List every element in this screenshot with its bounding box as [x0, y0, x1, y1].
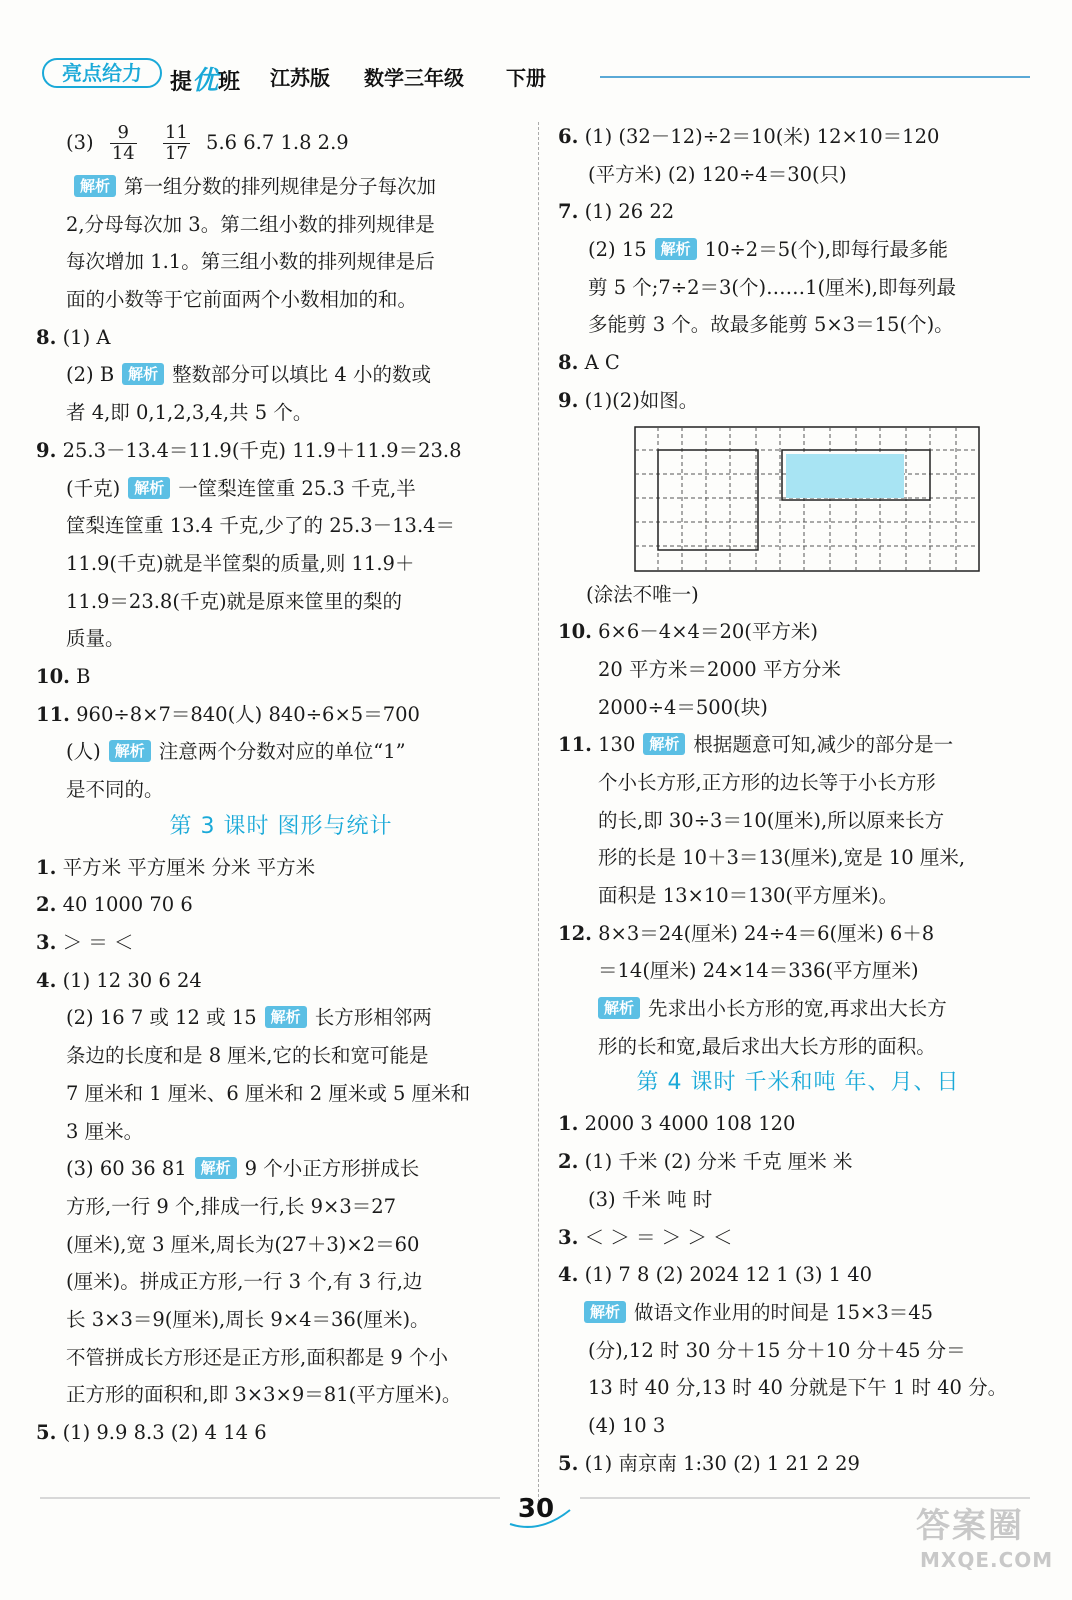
answer-t2: [558, 1143, 1038, 1181]
answer-line: 11.9(千克)就是半筐梨的质量,则 11.9＋: [66, 551, 415, 575]
question-number: 11.: [36, 702, 70, 726]
section-title-lesson3: 第 3 课时 图形与统计: [169, 813, 393, 839]
answer-line: 面积是 13×10＝130(平方厘米)。: [598, 884, 899, 907]
text: 6×6－4×4＝20(平方米): [598, 620, 818, 644]
answer-line: ＝14(厘米) 24×14＝336(平方厘米): [598, 959, 919, 983]
q3-decimals: 5.6 6.7 1.8 2.9: [206, 131, 349, 154]
analysis-tag: 解析: [643, 733, 685, 755]
answer-line: 者 4,即 0,1,2,3,4,共 5 个。: [66, 401, 313, 425]
question-number: 10.: [36, 664, 70, 688]
text: (1) 7 8 (2) 2024 12 1 (3) 1 40: [584, 1263, 873, 1287]
analysis-tag: 解析: [195, 1157, 237, 1179]
text: (1) 9.9 8.3 (2) 4 14 6: [62, 1421, 267, 1444]
text: 先求出小长方形的宽,再求出大长方: [648, 997, 947, 1021]
answer-line: (厘米)。拼成正方形,一行 3 个,有 3 行,边: [66, 1270, 423, 1294]
square-outline: [658, 450, 758, 550]
question-number: 8.: [558, 351, 579, 375]
text: 长方形相邻两: [314, 1006, 432, 1030]
answer-line: 20 平方米＝2000 平方分米: [598, 657, 841, 681]
explanation-line: 2,分母每次加 3。第二组小数的排列规律是: [66, 212, 435, 236]
text: (千克): [66, 476, 121, 500]
question-number: 3.: [36, 931, 57, 955]
volume-label: 下册: [506, 66, 546, 90]
text: (1) 千米 (2) 分米 千克 厘米 米: [584, 1150, 853, 1174]
answer-line: (3) 千米 吨 时: [588, 1187, 713, 1211]
answer-line: 正方形的面积和,即 3×3×9＝81(平方厘米)。: [66, 1383, 462, 1407]
fraction-11-17: [163, 123, 190, 164]
answer-s4: [36, 962, 526, 1000]
text: (1) A: [62, 325, 111, 349]
watermark-url: MXQE.COM: [920, 1548, 1054, 1572]
shaded-region: [786, 454, 904, 498]
answer-8: [558, 344, 1038, 382]
answer-line: 7 厘米和 1 厘米、6 厘米和 2 厘米或 5 厘米和: [66, 1081, 471, 1105]
answer-line: [558, 990, 1038, 1028]
answer-11: [558, 726, 1038, 764]
answer-11: [36, 696, 526, 734]
text: 注意两个分数对应的单位“1”: [158, 740, 406, 764]
answer-line: 剪 5 个;7÷2＝3(个)……1(厘米),即每列最: [588, 275, 956, 299]
answer-line: 11.9＝23.8(千克)就是原来筐里的梨的: [66, 589, 403, 613]
edition-label: 江苏版: [270, 66, 330, 90]
answer-line: (厘米),宽 3 厘米,周长为(27＋3)×2＝60: [66, 1232, 420, 1256]
text: A C: [584, 351, 620, 375]
answer-9: [558, 382, 1038, 420]
column-divider: [538, 122, 539, 1502]
question-number: 1.: [36, 855, 57, 879]
text: (1) 南京南 1:30 (2) 1 21 2 29: [584, 1451, 860, 1475]
text: 8×3＝24(厘米) 24÷4＝6(厘米) 6＋8: [598, 921, 935, 945]
question-number: 4.: [558, 1263, 579, 1287]
question-number: 6.: [558, 125, 579, 148]
text: 第一组分数的排列规律是分子每次加: [124, 175, 437, 198]
text: 整数部分可以填比 4 小的数或: [172, 363, 431, 387]
question-number: 12.: [558, 921, 592, 945]
answer-line: [558, 1294, 1038, 1332]
fraction-denominator: 17: [164, 143, 188, 164]
answer-line: 的长,即 30÷3＝10(厘米),所以原来长方: [598, 808, 945, 832]
answer-t1: [558, 1105, 1038, 1143]
text: 一筐梨连筐重 25.3 千克,半: [178, 476, 416, 500]
answer-line: [558, 231, 1038, 269]
answer-line: 多能剪 3 个。故最多能剪 5×3＝15(个)。: [588, 313, 954, 337]
answer-s3: [36, 924, 526, 962]
explanation-line: 面的小数等于它前面两个小数相加的和。: [66, 288, 418, 312]
analysis-tag: 解析: [122, 363, 164, 385]
answer-line: (平方米) (2) 120÷4＝30(只): [588, 162, 847, 186]
text: 10÷2＝5(个),即每行最多能: [704, 238, 949, 262]
brand-post: 班: [218, 70, 241, 95]
grid-figure: [634, 426, 980, 572]
text: (1)(2)如图。: [584, 388, 699, 412]
answer-line: 形的长是 10＋3＝13(厘米),宽是 10 厘米,: [598, 846, 966, 870]
text: 130: [598, 733, 636, 757]
answer-line: 2000÷4＝500(块): [598, 695, 768, 719]
answer-s2: [36, 886, 526, 924]
analysis-tag: 解析: [655, 238, 697, 260]
analysis-tag: 解析: [109, 740, 151, 762]
question-number: 10.: [558, 620, 592, 644]
series-logo: 亮点给力: [42, 58, 162, 88]
q3-label: (3): [66, 131, 94, 154]
answer-line: (分),12 时 30 分＋15 分＋10 分＋45 分＝: [588, 1338, 966, 1362]
answer-line: 质量。: [66, 627, 125, 651]
question-number: 9.: [36, 438, 57, 462]
answer-6: [558, 118, 1038, 156]
text: (2) B: [66, 363, 115, 387]
answer-10: [558, 613, 1038, 651]
brand-pre: 提: [170, 70, 193, 95]
analysis-tag: 解析: [265, 1006, 307, 1028]
page-header: [40, 56, 1030, 96]
answer-7: [558, 193, 1038, 231]
question-number: 2.: [558, 1150, 579, 1174]
explanation-line: [36, 168, 526, 206]
question-number: 2.: [36, 893, 57, 917]
header-rule: [600, 76, 1030, 78]
answer-line: [36, 470, 526, 508]
fraction-numerator: 11: [164, 122, 188, 143]
answer-line: [36, 1150, 526, 1188]
text: (人): [66, 740, 101, 764]
answer-s1: [36, 849, 526, 887]
answer-line: 个小长方形,正方形的边长等于小长方形: [598, 770, 936, 794]
text: 40 1000 70 6: [62, 893, 193, 917]
text: B: [76, 664, 91, 688]
answer-line: [36, 999, 526, 1037]
text: ＜ ＞ ＝ ＞ ＞ ＜: [584, 1225, 733, 1249]
question-number: 1.: [558, 1112, 579, 1136]
answer-9: [36, 432, 526, 470]
answer-line: 3 厘米。: [66, 1119, 144, 1143]
answer-t3: [558, 1219, 1038, 1257]
right-column: [558, 118, 1038, 1482]
answer-10: [36, 658, 526, 696]
text: (3) 60 36 81: [66, 1157, 187, 1181]
brand-title: [170, 60, 240, 97]
subject-label: 数学三年级: [364, 66, 464, 90]
answer-line: 形的长和宽,最后求出大长方形的面积。: [598, 1034, 936, 1058]
question-number: 11.: [558, 733, 592, 757]
question-number: 4.: [36, 968, 57, 992]
page-footer: [40, 1490, 1054, 1572]
text: (1) 12 30 6 24: [62, 968, 202, 992]
answer-line: [36, 733, 526, 771]
page-number: 30: [517, 1494, 555, 1524]
question-number: 9.: [558, 388, 579, 412]
answer-line: 是不同的。: [66, 778, 164, 801]
text: 2000 3 4000 108 120: [584, 1112, 796, 1136]
text: 平方米 平方厘米 分米 平方米: [62, 855, 316, 879]
grid-note: (涂法不唯一): [586, 582, 699, 606]
analysis-tag: 解析: [584, 1301, 626, 1323]
fraction-numerator: 9: [110, 123, 137, 144]
section-title-lesson4: 第 4 课时 千米和吨 年、月、日: [636, 1070, 960, 1096]
text: 9 个小正方形拼成长: [244, 1157, 420, 1181]
analysis-tag: 解析: [598, 997, 640, 1019]
text: 根据题意可知,减少的部分是一: [693, 733, 954, 757]
explanation-line: 每次增加 1.1。第三组小数的排列规律是后: [66, 250, 435, 274]
text: ＞ ＝ ＜: [62, 931, 134, 955]
text: (1) (32－12)÷2＝10(米) 12×10＝120: [584, 125, 940, 148]
answer-line: [36, 356, 526, 394]
text: (1) 26 22: [584, 200, 675, 224]
answer-8: [36, 319, 526, 357]
answer-line: (4) 10 3: [588, 1413, 666, 1437]
question-number: 8.: [36, 325, 57, 349]
answer-line: 不管拼成长方形还是正方形,面积都是 9 个小: [66, 1345, 449, 1369]
text: (2) 15: [588, 238, 647, 262]
text: 25.3－13.4＝11.9(千克) 11.9＋11.9＝23.8: [62, 438, 462, 462]
fraction-denominator: 14: [111, 143, 135, 164]
brand-mid: 优: [192, 66, 219, 96]
answer-line: 方形,一行 9 个,排成一行,长 9×3＝27: [66, 1194, 397, 1218]
answer-line: 条边的长度和是 8 厘米,它的长和宽可能是: [66, 1044, 429, 1068]
text: 做语文作业用的时间是 15×3＝45: [634, 1300, 934, 1324]
answer-line: 13 时 40 分,13 时 40 分就是下午 1 时 40 分。: [588, 1376, 1008, 1400]
question-number: 5.: [36, 1421, 57, 1444]
answer-line: 长 3×3＝9(厘米),周长 9×4＝36(厘米)。: [66, 1307, 430, 1331]
analysis-tag: 解析: [74, 175, 116, 197]
question-number: 3.: [558, 1225, 579, 1249]
text: 960÷8×7＝840(人) 840÷6×5＝700: [76, 702, 420, 726]
watermark: 答案圈: [916, 1506, 1024, 1546]
answer-t5: [558, 1445, 1038, 1483]
answer-s5: [36, 1414, 526, 1452]
text: (2) 16 7 或 12 或 15: [66, 1006, 257, 1030]
question-number: 5.: [558, 1451, 579, 1475]
analysis-tag: 解析: [128, 477, 170, 499]
answer-12: [558, 915, 1038, 953]
question-number: 7.: [558, 200, 579, 224]
answer-t4: [558, 1256, 1038, 1294]
left-column: [36, 118, 526, 1452]
answer-q3-sequence: [36, 118, 526, 168]
fraction-9-14: [110, 123, 137, 164]
answer-line: 筐梨连筐重 13.4 千克,少了的 25.3－13.4＝: [66, 514, 456, 538]
